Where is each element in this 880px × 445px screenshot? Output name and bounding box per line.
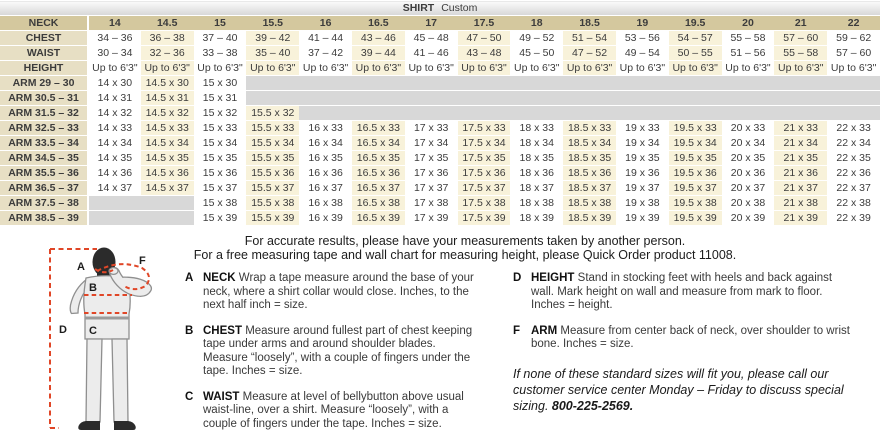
size-cell: 51 – 54 [563,31,616,46]
measurement-figure [40,242,176,442]
instruction-text: Measure at level of bellybutton above usual waist-line, over a shirt. Measure “loosely”, with a couple of fingers under the tape. Inches = size. [203,390,464,430]
size-cell: 18 x 33 [510,121,563,136]
size-cell: 47 – 52 [563,46,616,61]
size-cell: 50 – 55 [669,46,722,61]
row-label: ARM 35.5 – 36 [0,166,88,181]
row-label: ARM 37.5 – 38 [0,196,88,211]
size-cell: Up to 6'3" [722,61,775,76]
size-cell: Up to 6'3" [510,61,563,76]
neck-size-header: 19 [616,16,669,31]
instruction-letter: C [185,390,194,403]
empty-cell [563,106,616,121]
size-cell: 14 x 31 [88,91,141,106]
empty-cell [774,106,827,121]
size-cell: 55 – 58 [774,46,827,61]
size-cell: Up to 6'3" [827,61,880,76]
neck-size-header: 18.5 [563,16,616,31]
size-cell: 15.5 x 35 [246,151,299,166]
empty-cell [88,211,141,226]
empty-cell [669,76,722,91]
size-cell: 22 x 38 [827,196,880,211]
size-cell: 16.5 x 37 [352,181,405,196]
empty-cell [722,91,775,106]
size-cell: 16.5 x 39 [352,211,405,226]
empty-cell [246,91,299,106]
instruction-chest [185,325,481,379]
empty-cell [405,76,458,91]
empty-cell [774,91,827,106]
size-cell: 35 – 40 [246,46,299,61]
size-cell: 17.5 x 33 [458,121,511,136]
size-cell: 39 – 44 [352,46,405,61]
instruction-letter: F [513,324,521,337]
size-cell: Up to 6'3" [405,61,458,76]
size-cell: 15.5 x 38 [246,196,299,211]
instruction-arm [513,325,857,352]
size-cell: 21 x 34 [774,136,827,151]
table-title-variant: Custom [441,2,478,14]
size-cell: 21 x 38 [774,196,827,211]
size-cell: 14 x 36 [88,166,141,181]
size-cell: 18.5 x 38 [563,196,616,211]
empty-cell [616,106,669,121]
row-label: ARM 33.5 – 34 [0,136,88,151]
size-cell: 14 x 34 [88,136,141,151]
instructions-column-right [513,272,857,443]
size-cell: 20 x 38 [722,196,775,211]
size-cell: 16 x 33 [299,121,352,136]
size-cell: 15.5 x 36 [246,166,299,181]
empty-cell [141,211,194,226]
size-cell: 19 x 34 [616,136,669,151]
size-cell: 20 x 37 [722,181,775,196]
size-cell: 19.5 x 34 [669,136,722,151]
empty-cell [405,91,458,106]
size-cell: 16 x 37 [299,181,352,196]
empty-cell [669,106,722,121]
row-label: ARM 32.5 – 33 [0,121,88,136]
figure-label-d: D [59,324,67,336]
empty-cell [352,91,405,106]
table-row [0,196,880,211]
size-cell: 20 x 33 [722,121,775,136]
size-cell: 15.5 x 34 [246,136,299,151]
empty-cell [774,76,827,91]
neck-size-header: 21 [774,16,827,31]
size-cell: 17.5 x 34 [458,136,511,151]
empty-cell [405,106,458,121]
empty-cell [510,91,563,106]
instruction-term: WAIST [203,390,240,403]
size-cell: 34 – 36 [88,31,141,46]
size-cell: Up to 6'3" [458,61,511,76]
empty-cell [246,76,299,91]
intro-line-2: For a free measuring tape and wall chart for measuring height, please Quick Order product 11008. [193,247,737,262]
table-row [0,166,880,181]
size-cell: 17 x 35 [405,151,458,166]
instruction-waist [185,391,481,432]
table-row [0,76,880,91]
instruction-letter: B [185,324,194,337]
size-cell: 19.5 x 39 [669,211,722,226]
size-cell: 14.5 x 34 [141,136,194,151]
size-cell: 14 x 32 [88,106,141,121]
size-cell: 14 x 37 [88,181,141,196]
size-cell: Up to 6'3" [299,61,352,76]
size-cell: 14.5 x 31 [141,91,194,106]
size-cell: 17 x 37 [405,181,458,196]
neck-size-header: 15.5 [246,16,299,31]
size-cell: 17 x 34 [405,136,458,151]
size-cell: 19 x 35 [616,151,669,166]
size-cell: 15 x 32 [194,106,247,121]
size-cell: Up to 6'3" [352,61,405,76]
size-cell: 19.5 x 33 [669,121,722,136]
size-cell: 36 – 38 [141,31,194,46]
size-cell: 14.5 x 37 [141,181,194,196]
empty-cell [510,106,563,121]
size-cell: 17 x 36 [405,166,458,181]
size-cell: 16 x 34 [299,136,352,151]
size-cell: 15 x 33 [194,121,247,136]
empty-cell [299,106,352,121]
row-label: ARM 31.5 – 32 [0,106,88,121]
size-cell: 17 x 38 [405,196,458,211]
figure-label-a: A [77,261,85,273]
size-cell: 17 x 33 [405,121,458,136]
neck-size-header: 22 [827,16,880,31]
table-title [0,1,880,16]
size-cell: 45 – 48 [405,31,458,46]
table-row [0,211,880,226]
size-cell: 14.5 x 30 [141,76,194,91]
size-cell: 37 – 42 [299,46,352,61]
size-cell: 19.5 x 38 [669,196,722,211]
row-label: WAIST [0,46,88,61]
table-row [0,61,880,76]
row-label: ARM 36.5 – 37 [0,181,88,196]
size-cell: 32 – 36 [141,46,194,61]
instruction-height [513,272,857,313]
empty-cell [141,196,194,211]
size-cell: 59 – 62 [827,31,880,46]
size-cell: Up to 6'3" [88,61,141,76]
table-title-row [0,1,880,16]
size-cell: 18 x 38 [510,196,563,211]
figure-label-c: C [89,325,97,337]
size-cell: 18.5 x 34 [563,136,616,151]
empty-cell [722,106,775,121]
instruction-text: Stand in stocking feet with heels and back against wall. Mark height on wall and measure from mark to floor. Inches = height. [531,272,833,311]
size-cell: 17.5 x 39 [458,211,511,226]
size-cell: 15.5 x 39 [246,211,299,226]
size-cell: 49 – 52 [510,31,563,46]
size-cell: 41 – 44 [299,31,352,46]
empty-cell [616,76,669,91]
size-cell: 15 x 31 [194,91,247,106]
empty-cell [88,196,141,211]
size-cell: 20 x 35 [722,151,775,166]
size-cell: 16 x 38 [299,196,352,211]
table-row [0,31,880,46]
size-cell: 17 x 39 [405,211,458,226]
size-cell: 22 x 35 [827,151,880,166]
size-cell: 17.5 x 36 [458,166,511,181]
size-cell: 16.5 x 35 [352,151,405,166]
size-cell: 15 x 30 [194,76,247,91]
table-row [0,136,880,151]
size-cell: 49 – 54 [616,46,669,61]
size-cell: 18.5 x 36 [563,166,616,181]
table-row [0,46,880,61]
empty-cell [510,76,563,91]
size-cell: 22 x 34 [827,136,880,151]
size-cell: 15.5 x 33 [246,121,299,136]
size-cell: 22 x 33 [827,121,880,136]
size-cell: Up to 6'3" [246,61,299,76]
row-label: ARM 34.5 – 35 [0,151,88,166]
empty-cell [669,91,722,106]
size-cell: 22 x 39 [827,211,880,226]
neck-size-header: 19.5 [669,16,722,31]
size-cell: 20 x 34 [722,136,775,151]
size-cell: 19.5 x 35 [669,151,722,166]
empty-cell [563,91,616,106]
size-cell: 54 – 57 [669,31,722,46]
size-cell: 21 x 33 [774,121,827,136]
size-cell: 16.5 x 34 [352,136,405,151]
size-cell: 18.5 x 37 [563,181,616,196]
row-label: HEIGHT [0,61,88,76]
neck-size-header: 16 [299,16,352,31]
instruction-letter: A [185,272,194,284]
size-cell: 43 – 46 [352,31,405,46]
size-cell: 21 x 36 [774,166,827,181]
size-cell: 14.5 x 35 [141,151,194,166]
size-cell: 14.5 x 33 [141,121,194,136]
row-label: ARM 29 – 30 [0,76,88,91]
table-row [0,181,880,196]
size-cell: 39 – 42 [246,31,299,46]
size-cell: 16.5 x 38 [352,196,405,211]
row-label: ARM 38.5 – 39 [0,211,88,226]
neck-size-header: 20 [722,16,775,31]
empty-cell [458,76,511,91]
size-cell: 17.5 x 37 [458,181,511,196]
size-cell: 18.5 x 33 [563,121,616,136]
intro-text [60,235,870,262]
size-cell: 15.5 x 37 [246,181,299,196]
neck-size-header: 17.5 [458,16,511,31]
size-cell: 16 x 39 [299,211,352,226]
size-cell: 18 x 34 [510,136,563,151]
size-cell: 19 x 33 [616,121,669,136]
neck-size-header: 14 [88,16,141,31]
size-cell: 16.5 x 33 [352,121,405,136]
size-cell: 14 x 35 [88,151,141,166]
empty-cell [827,76,880,91]
size-cell: 21 x 35 [774,151,827,166]
size-cell: Up to 6'3" [563,61,616,76]
neck-size-header: 16.5 [352,16,405,31]
size-cell: 16 x 35 [299,151,352,166]
size-cell: Up to 6'3" [669,61,722,76]
size-cell: 17.5 x 35 [458,151,511,166]
size-cell: 21 x 37 [774,181,827,196]
note-text: If none of these standard sizes will fit you, please call our customer service center Monday – Friday to discuss special sizing. [513,366,844,413]
size-cell: 22 x 37 [827,181,880,196]
row-label: NECK [0,16,88,31]
size-cell: 55 – 58 [722,31,775,46]
size-cell: 17.5 x 38 [458,196,511,211]
person-silhouette [70,248,146,431]
size-cell: 18 x 36 [510,166,563,181]
size-cell: 51 – 56 [722,46,775,61]
size-cell: 15 x 37 [194,181,247,196]
size-cell: 21 x 39 [774,211,827,226]
size-cell: 41 – 46 [405,46,458,61]
size-cell: 37 – 40 [194,31,247,46]
size-cell: 15 x 39 [194,211,247,226]
size-cell: Up to 6'3" [774,61,827,76]
empty-cell [827,91,880,106]
table-row [0,121,880,136]
size-cell: 57 – 60 [774,31,827,46]
size-cell: 45 – 50 [510,46,563,61]
size-cell: 43 – 48 [458,46,511,61]
size-cell: 18.5 x 39 [563,211,616,226]
row-label: CHEST [0,31,88,46]
empty-cell [616,91,669,106]
size-cell: 19 x 37 [616,181,669,196]
size-cell: 14 x 30 [88,76,141,91]
size-cell: 22 x 36 [827,166,880,181]
size-cell: 53 – 56 [616,31,669,46]
figure-label-f: F [139,255,146,267]
size-cell: 16 x 36 [299,166,352,181]
size-cell: 16.5 x 36 [352,166,405,181]
empty-cell [299,76,352,91]
instruction-term: NECK [203,272,236,284]
empty-cell [563,76,616,91]
instruction-text: Wrap a tape measure around the base of your neck, where a shirt collar would close. Inches, to the next half inch = size. [203,272,474,311]
phone-number: 800-225-2569. [551,398,634,413]
size-cell: 15 x 36 [194,166,247,181]
size-cell: 30 – 34 [88,46,141,61]
instructions [185,272,857,443]
size-cell: 15.5 x 32 [246,106,299,121]
empty-cell [827,106,880,121]
empty-cell [722,76,775,91]
size-cell: 19 x 39 [616,211,669,226]
size-cell: 19.5 x 37 [669,181,722,196]
size-cell: 19 x 36 [616,166,669,181]
size-cell: 20 x 36 [722,166,775,181]
size-cell: Up to 6'3" [616,61,669,76]
size-cell: Up to 6'3" [194,61,247,76]
row-label: ARM 30.5 – 31 [0,91,88,106]
neck-size-header: 18 [510,16,563,31]
figure-label-b: B [89,282,97,294]
size-cell: 14.5 x 36 [141,166,194,181]
empty-cell [299,91,352,106]
size-cell: Up to 6'3" [141,61,194,76]
instruction-text: Measure from center back of neck, over shoulder to wrist bone. Inches = size. [531,324,850,350]
size-cell: 20 x 39 [722,211,775,226]
table-row [0,106,880,121]
table-row [0,16,880,31]
special-sizing-note [513,366,851,414]
size-cell: 19 x 38 [616,196,669,211]
instruction-text: Measure around fullest part of chest keeping tape under arms and around shoulder blades. Measure “loosely”, with a couple of fingers under the tape. Inches = size. [203,324,473,377]
neck-size-header: 17 [405,16,458,31]
empty-cell [352,106,405,121]
size-cell: 18 x 37 [510,181,563,196]
instruction-term: ARM [531,324,558,337]
size-cell: 18.5 x 35 [563,151,616,166]
size-cell: 57 – 60 [827,46,880,61]
size-cell: 15 x 35 [194,151,247,166]
instructions-column-left [185,272,481,443]
size-cell: 14.5 x 32 [141,106,194,121]
empty-cell [458,106,511,121]
empty-cell [352,76,405,91]
size-cell: 15 x 38 [194,196,247,211]
intro-line-1: For accurate results, please have your measurements taken by another person. [244,234,686,248]
instruction-neck [185,272,481,313]
size-cell: 19.5 x 36 [669,166,722,181]
size-cell: 18 x 35 [510,151,563,166]
size-cell: 33 – 38 [194,46,247,61]
size-cell: 47 – 50 [458,31,511,46]
size-cell: 15 x 34 [194,136,247,151]
neck-size-header: 14.5 [141,16,194,31]
size-cell: 14 x 33 [88,121,141,136]
size-cell: 18 x 39 [510,211,563,226]
instruction-term: CHEST [203,324,242,337]
table-title-name: SHIRT [402,2,435,14]
empty-cell [458,91,511,106]
instruction-term: HEIGHT [531,272,575,284]
instruction-letter: D [513,272,522,284]
neck-size-header: 15 [194,16,247,31]
table-row [0,151,880,166]
table-row [0,91,880,106]
